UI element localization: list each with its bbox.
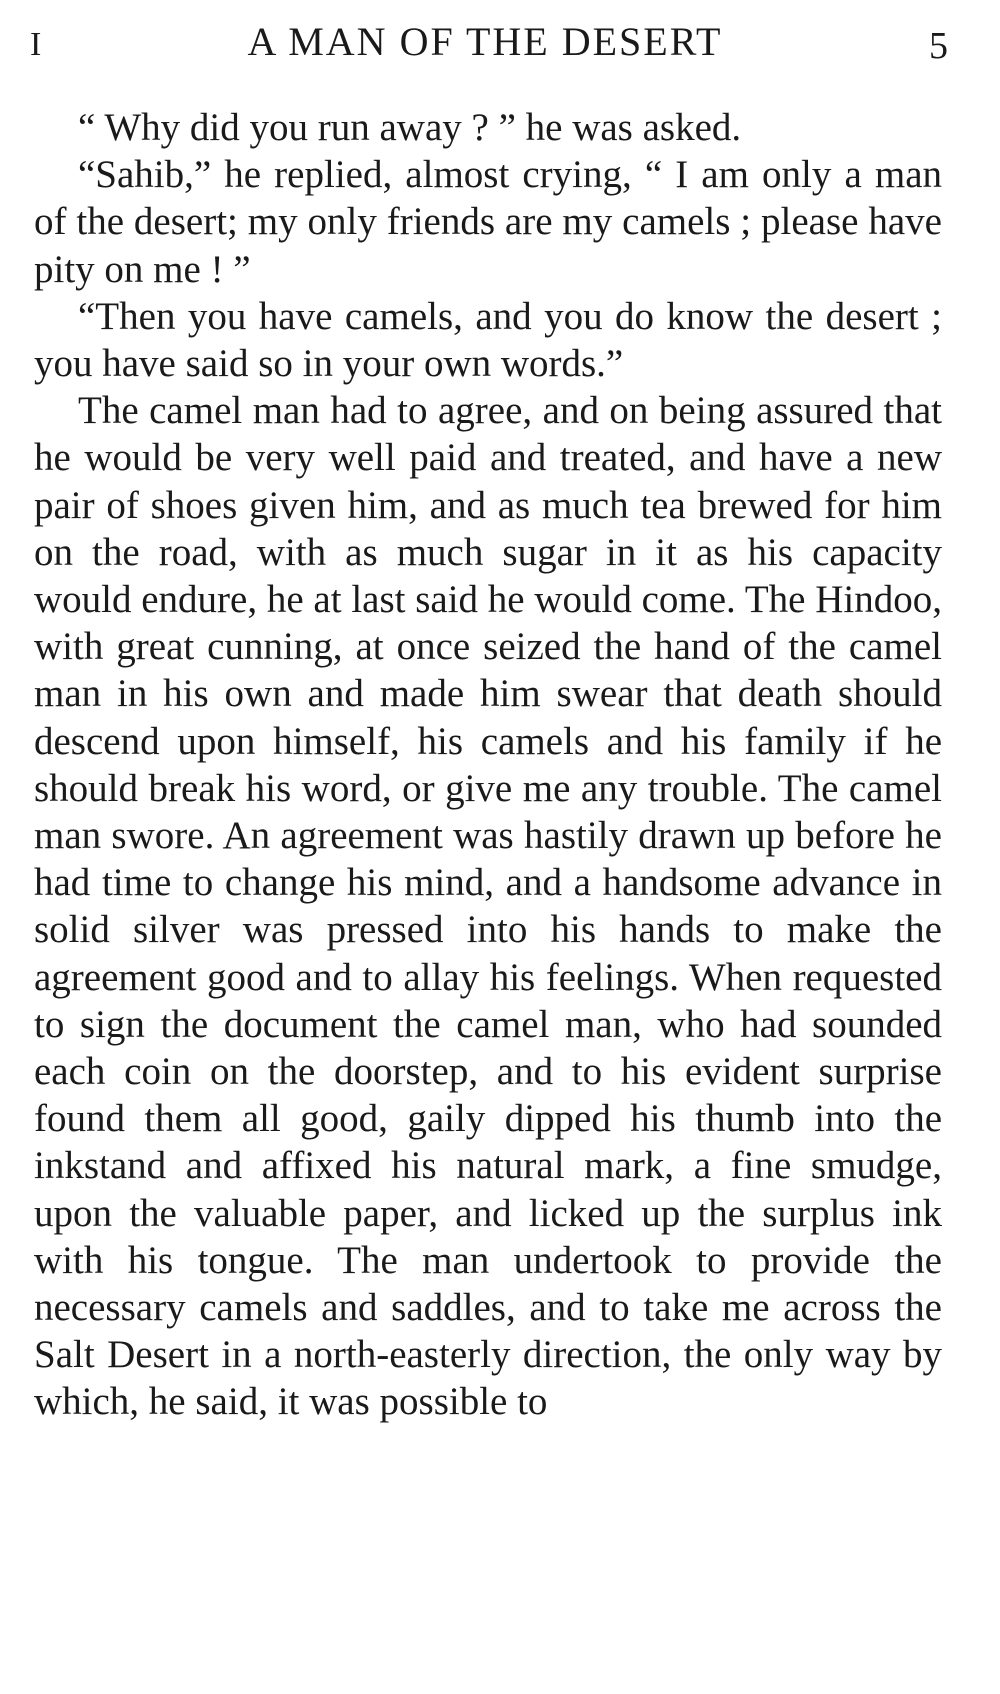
paragraph: The camel man had to agree, and on being assured that he would be very well paid and treated, and have a new pair of shoes given him, and as much tea brewed for him on the road, with as much sugar in it as his capacity would endure, he at last said he would come. The Hindoo, with great cunning, at once seized the hand of the camel man in his own and made him swear that death should descend upon himself, his camels and his family if he should break his word, or give me any trouble. The camel man swore. An agreement was hastily drawn up before he had time to change his mind, and a handsome advance in solid silver was pressed into his hands to make the agreement good and to allay his feelings. When requested to sign the document the camel man, who had sounded each coin on the doorstep, and to his evident surprise found them all good, gaily dipped his thumb into the inkstand and affixed his natural mark, a fine smudge, upon the valuable paper, and licked up the surplus ink with his tongue. The man undertook to provide the necessary camels and saddles, and to take me across the Salt Desert in a north-easterly direction, the only way by which, he said, it was possible to (34, 389, 942, 1424)
running-head (30, 18, 950, 78)
paragraph: “Sahib,” he replied, almost crying, “ I am only a man of the desert; my only friends are my camels ; please have pity on me ! ” (34, 153, 942, 291)
running-title: A MAN OF THE DESERT (247, 19, 723, 64)
body-text (34, 104, 942, 1426)
paragraph: “ Why did you run away ? ” he was asked. (78, 106, 742, 149)
chapter-number: I (30, 26, 44, 63)
paragraph: “Then you have camels, and you do know the desert ; you have said so in your own words.” (34, 294, 942, 386)
page-number: 5 (929, 25, 950, 67)
